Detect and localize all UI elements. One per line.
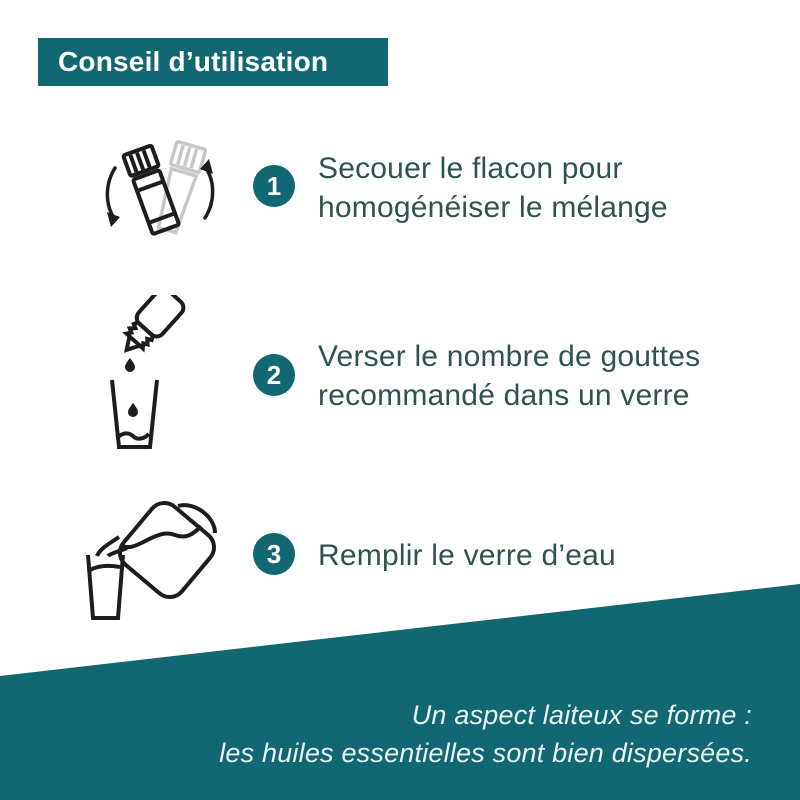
footer-note-line: les huiles essentielles sont bien dispersées. [219, 738, 752, 768]
step-number: 1 [266, 170, 282, 201]
step-number-badge [253, 354, 295, 396]
footer-note-line: Un aspect laiteux se forme : [411, 700, 752, 730]
step-text-line: homogénéiser le mélange [318, 191, 668, 224]
dropper-bottle-icon [100, 295, 210, 455]
shake-bottle-icon [100, 134, 220, 246]
pitcher-pour-icon [75, 495, 235, 630]
step-number-badge [253, 533, 295, 575]
drop [125, 358, 135, 372]
drop [128, 403, 138, 417]
step-text-line: recommandé dans un verre [318, 379, 690, 412]
step-text-line: Verser le nombre de gouttes [318, 340, 701, 373]
step-number-badge [253, 165, 295, 207]
step-text [318, 149, 668, 227]
step-number: 3 [266, 538, 282, 569]
step-text-line: Remplir le verre d’eau [318, 539, 616, 572]
step-number: 2 [266, 359, 282, 390]
step-text-line: Secouer le flacon pour [318, 152, 623, 185]
page-title: Conseil d’utilisation [38, 38, 388, 86]
step-text [318, 337, 700, 415]
step-text [318, 536, 616, 575]
footer-note [219, 696, 752, 772]
